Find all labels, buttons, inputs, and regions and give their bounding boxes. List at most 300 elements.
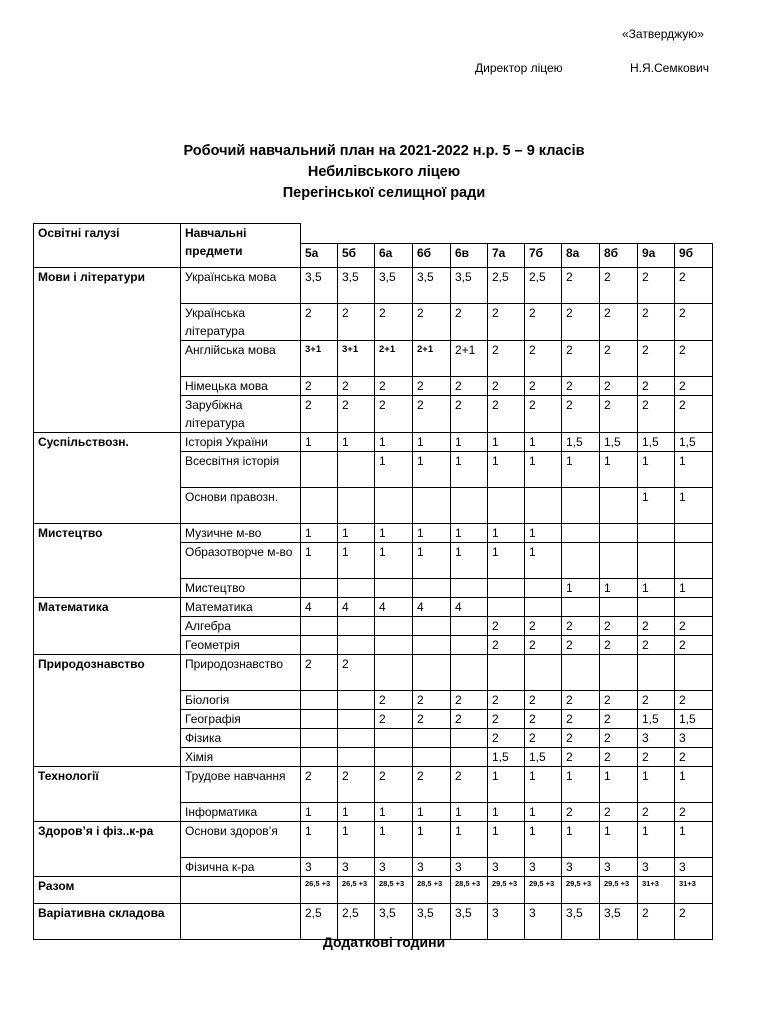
curriculum-table xyxy=(33,223,713,940)
hours-cell: 2 xyxy=(675,396,713,433)
hours-cell xyxy=(600,655,638,691)
hours-cell: 2 xyxy=(338,304,375,341)
hours-cell: 1 xyxy=(413,452,451,488)
additional-hours-heading: Додаткові години xyxy=(322,934,446,950)
hours-cell: 2 xyxy=(451,767,488,803)
subject-name: Українська мова xyxy=(181,268,301,304)
subject-area: Суспільствозн. xyxy=(34,433,181,524)
table-row xyxy=(34,433,713,452)
hours-cell: 2,5 xyxy=(301,904,338,940)
hours-cell: 1 xyxy=(375,803,413,822)
hours-cell: 1 xyxy=(600,579,638,598)
hours-cell: 3,5 xyxy=(375,904,413,940)
hours-cell: 3 xyxy=(675,858,713,877)
subject-name: Українська література xyxy=(181,304,301,341)
hours-cell: 2 xyxy=(638,341,675,377)
subject-area: Мови і літератури xyxy=(34,268,181,433)
hours-cell: 2 xyxy=(638,396,675,433)
hours-cell: 3,5 xyxy=(451,268,488,304)
hours-cell: 1 xyxy=(338,803,375,822)
hours-cell: 4 xyxy=(451,598,488,617)
subject-name: Образотворче м-во xyxy=(181,543,301,579)
hours-cell: 2 xyxy=(451,396,488,433)
hours-cell: 1 xyxy=(638,452,675,488)
hours-cell: 2 xyxy=(488,729,525,748)
hours-cell: 2 xyxy=(413,396,451,433)
hours-cell: 2 xyxy=(675,748,713,767)
hours-cell: 3,5 xyxy=(600,904,638,940)
hours-cell: 2 xyxy=(638,748,675,767)
hours-cell: 2 xyxy=(675,636,713,655)
hours-cell: 2 xyxy=(562,304,600,341)
hours-cell: 29,5 +3 xyxy=(562,877,600,904)
hours-cell: 1 xyxy=(413,524,451,543)
subject-area: Природознавство xyxy=(34,655,181,767)
subject-area: Варіативна складова xyxy=(34,904,181,940)
hours-cell: 1 xyxy=(675,488,713,524)
hours-cell xyxy=(375,729,413,748)
hours-cell xyxy=(638,655,675,691)
hours-cell: 4 xyxy=(413,598,451,617)
hours-cell: 3 xyxy=(525,904,562,940)
class-header: 9а xyxy=(638,244,675,268)
hours-cell: 2 xyxy=(488,377,525,396)
class-header: 6б xyxy=(413,244,451,268)
hours-cell: 1,5 xyxy=(675,433,713,452)
table-row xyxy=(34,655,713,691)
hours-cell: 1 xyxy=(375,822,413,858)
hours-cell: 2 xyxy=(638,304,675,341)
subject-name: Інформатика xyxy=(181,803,301,822)
table-row xyxy=(34,268,713,304)
hours-cell xyxy=(675,598,713,617)
hours-cell: 2 xyxy=(638,803,675,822)
director-title: Директор ліцею xyxy=(475,61,563,75)
hours-cell xyxy=(525,488,562,524)
class-header: 8б xyxy=(600,244,638,268)
hours-cell: 2 xyxy=(600,803,638,822)
hours-cell: 2 xyxy=(375,691,413,710)
hours-cell: 2 xyxy=(675,617,713,636)
hours-cell: 2 xyxy=(600,729,638,748)
subject-area: Мистецтво xyxy=(34,524,181,598)
header-spacer xyxy=(301,224,713,244)
hours-cell: 2 xyxy=(562,748,600,767)
hours-cell: 2 xyxy=(338,767,375,803)
hours-cell xyxy=(338,748,375,767)
hours-cell xyxy=(338,710,375,729)
hours-cell: 1 xyxy=(375,543,413,579)
hours-cell: 1,5 xyxy=(638,710,675,729)
subject-name: Мистецтво xyxy=(181,579,301,598)
hours-cell xyxy=(600,488,638,524)
class-header: 6в xyxy=(451,244,488,268)
subject-name: Музичне м-во xyxy=(181,524,301,543)
subject-name: Природознавство xyxy=(181,655,301,691)
hours-cell: 2 xyxy=(600,396,638,433)
hours-cell: 2 xyxy=(413,710,451,729)
hours-cell: 2 xyxy=(600,304,638,341)
hours-cell: 2 xyxy=(488,617,525,636)
hours-cell: 2 xyxy=(375,396,413,433)
hours-cell xyxy=(413,636,451,655)
hours-cell: 2 xyxy=(301,655,338,691)
hours-cell: 2 xyxy=(488,636,525,655)
hours-cell: 26,5 +3 xyxy=(338,877,375,904)
hours-cell: 1 xyxy=(600,822,638,858)
hours-cell: 2 xyxy=(600,341,638,377)
hours-cell: 2 xyxy=(525,377,562,396)
table-row xyxy=(34,822,713,858)
hours-cell: 3 xyxy=(525,858,562,877)
hours-cell: 1 xyxy=(375,524,413,543)
hours-cell: 1 xyxy=(301,433,338,452)
hours-cell xyxy=(675,655,713,691)
hours-cell: 1 xyxy=(675,767,713,803)
hours-cell: 2 xyxy=(338,655,375,691)
hours-cell: 2 xyxy=(375,710,413,729)
hours-cell: 3 xyxy=(638,729,675,748)
hours-cell xyxy=(413,748,451,767)
hours-cell: 31+3 xyxy=(675,877,713,904)
hours-cell xyxy=(338,579,375,598)
hours-cell: 2 xyxy=(525,396,562,433)
hours-cell: 2 xyxy=(375,767,413,803)
hours-cell: 3 xyxy=(488,858,525,877)
hours-cell xyxy=(600,598,638,617)
hours-cell: 1 xyxy=(638,767,675,803)
hours-cell: 2 xyxy=(451,710,488,729)
hours-cell: 2 xyxy=(638,691,675,710)
hours-cell: 29,5 +3 xyxy=(525,877,562,904)
hours-cell: 31+3 xyxy=(638,877,675,904)
hours-cell: 2 xyxy=(301,377,338,396)
subject-name: Всесвітня історія xyxy=(181,452,301,488)
hours-cell xyxy=(638,524,675,543)
hours-cell: 2 xyxy=(525,691,562,710)
hours-cell: 3,5 xyxy=(301,268,338,304)
hours-cell: 1 xyxy=(638,488,675,524)
hours-cell xyxy=(338,488,375,524)
hours-cell: 3,5 xyxy=(413,268,451,304)
subject-area: Математика xyxy=(34,598,181,655)
subject-name: Алгебра xyxy=(181,617,301,636)
hours-cell: 3 xyxy=(638,858,675,877)
subject-name: Трудове навчання xyxy=(181,767,301,803)
hours-cell: 1 xyxy=(675,452,713,488)
hours-cell: 2 xyxy=(600,710,638,729)
hours-cell xyxy=(413,729,451,748)
hours-cell: 2 xyxy=(675,268,713,304)
hours-cell: 1 xyxy=(338,433,375,452)
title-line-1: Робочий навчальний план на 2021-2022 н.р. 5 – 9 класів xyxy=(183,143,585,159)
hours-cell xyxy=(488,488,525,524)
hours-cell: 1 xyxy=(301,803,338,822)
hours-cell: 2 xyxy=(675,341,713,377)
hours-cell: 1 xyxy=(451,433,488,452)
hours-cell xyxy=(488,579,525,598)
class-header: 5а xyxy=(301,244,338,268)
hours-cell xyxy=(451,636,488,655)
subject-name: Основи правозн. xyxy=(181,488,301,524)
hours-cell xyxy=(413,579,451,598)
hours-cell xyxy=(488,598,525,617)
hours-cell: 1 xyxy=(488,452,525,488)
hours-cell: 3,5 xyxy=(375,268,413,304)
hours-cell: 2 xyxy=(562,341,600,377)
hours-cell xyxy=(413,488,451,524)
hours-cell: 2 xyxy=(413,377,451,396)
hours-cell xyxy=(301,452,338,488)
hours-cell: 1 xyxy=(413,433,451,452)
hours-cell: 2 xyxy=(562,710,600,729)
hours-cell xyxy=(375,579,413,598)
hours-cell: 29,5 +3 xyxy=(600,877,638,904)
hours-cell: 2 xyxy=(600,636,638,655)
hours-cell: 1 xyxy=(525,433,562,452)
hours-cell xyxy=(375,748,413,767)
hours-cell: 2 xyxy=(675,803,713,822)
hours-cell: 3 xyxy=(301,858,338,877)
class-header: 7б xyxy=(525,244,562,268)
hours-cell: 1 xyxy=(562,767,600,803)
hours-cell xyxy=(338,691,375,710)
subject-name: Фізика xyxy=(181,729,301,748)
hours-cell: 1 xyxy=(451,803,488,822)
subject-name: Історія України xyxy=(181,433,301,452)
hours-cell: 3+1 xyxy=(338,341,375,377)
subject-name: Біологія xyxy=(181,691,301,710)
hours-cell: 2 xyxy=(488,396,525,433)
hours-cell: 1 xyxy=(338,543,375,579)
hours-cell: 2,5 xyxy=(338,904,375,940)
hours-cell: 2 xyxy=(375,304,413,341)
hours-cell xyxy=(638,543,675,579)
hours-cell xyxy=(413,617,451,636)
hours-cell xyxy=(413,655,451,691)
hours-cell: 2+1 xyxy=(451,341,488,377)
hours-cell: 2 xyxy=(413,691,451,710)
hours-cell: 2 xyxy=(600,377,638,396)
hours-cell xyxy=(451,617,488,636)
hours-cell xyxy=(638,598,675,617)
hours-cell xyxy=(338,636,375,655)
hours-cell: 3,5 xyxy=(562,904,600,940)
hours-cell xyxy=(562,543,600,579)
hours-cell xyxy=(562,524,600,543)
hours-cell: 3,5 xyxy=(451,904,488,940)
hours-cell: 1 xyxy=(451,524,488,543)
hours-cell: 28,5 +3 xyxy=(375,877,413,904)
hours-cell: 1 xyxy=(488,543,525,579)
hours-cell: 1 xyxy=(451,452,488,488)
subject-area: Технології xyxy=(34,767,181,822)
hours-cell xyxy=(525,579,562,598)
hours-cell: 1 xyxy=(525,822,562,858)
hours-cell xyxy=(600,524,638,543)
hours-cell: 26,5 +3 xyxy=(301,877,338,904)
hours-cell: 2 xyxy=(600,691,638,710)
hours-cell xyxy=(301,488,338,524)
table-row xyxy=(34,767,713,803)
class-header: 5б xyxy=(338,244,375,268)
hours-cell xyxy=(675,524,713,543)
hours-cell: 2 xyxy=(525,710,562,729)
hours-cell: 2 xyxy=(638,904,675,940)
hours-cell: 2 xyxy=(562,636,600,655)
document-title xyxy=(0,141,768,204)
hours-cell xyxy=(488,655,525,691)
hours-cell: 1 xyxy=(525,767,562,803)
hours-cell xyxy=(375,488,413,524)
hours-cell: 1 xyxy=(375,452,413,488)
hours-cell: 2 xyxy=(451,304,488,341)
subject-area: Здоров’я і фіз..к-ра xyxy=(34,822,181,877)
hours-cell xyxy=(525,598,562,617)
approval-label: «Затверджую» xyxy=(622,27,704,41)
hours-cell: 1 xyxy=(488,767,525,803)
hours-cell xyxy=(675,543,713,579)
table-row xyxy=(34,877,713,904)
hours-cell: 2 xyxy=(562,268,600,304)
hours-cell: 3 xyxy=(488,904,525,940)
hours-cell: 2 xyxy=(562,729,600,748)
hours-cell xyxy=(525,655,562,691)
hours-cell: 1 xyxy=(301,543,338,579)
hours-cell: 28,5 +3 xyxy=(451,877,488,904)
hours-cell xyxy=(375,617,413,636)
subject-name: Основи здоров’я xyxy=(181,822,301,858)
hours-cell: 1 xyxy=(413,822,451,858)
hours-cell: 1 xyxy=(375,433,413,452)
hours-cell: 2 xyxy=(525,636,562,655)
hours-cell: 2 xyxy=(638,617,675,636)
hours-cell: 2 xyxy=(488,341,525,377)
hours-cell: 2 xyxy=(301,396,338,433)
hours-cell: 2 xyxy=(488,691,525,710)
class-header: 6а xyxy=(375,244,413,268)
hours-cell: 1 xyxy=(301,524,338,543)
hours-cell: 1,5 xyxy=(600,433,638,452)
hours-cell: 28,5 +3 xyxy=(413,877,451,904)
hours-cell: 2,5 xyxy=(488,268,525,304)
hours-cell: 2 xyxy=(675,304,713,341)
hours-cell: 2 xyxy=(675,691,713,710)
hours-cell xyxy=(451,748,488,767)
hours-cell xyxy=(451,655,488,691)
hours-cell: 3,5 xyxy=(413,904,451,940)
hours-cell: 2 xyxy=(675,377,713,396)
hours-cell: 2 xyxy=(525,617,562,636)
hours-cell xyxy=(338,617,375,636)
hours-cell: 1 xyxy=(638,579,675,598)
hours-cell xyxy=(562,598,600,617)
hours-cell: 1 xyxy=(600,452,638,488)
hours-cell: 3 xyxy=(338,858,375,877)
title-line-3: Перегінської селищної ради xyxy=(282,185,486,201)
hours-cell: 3 xyxy=(562,858,600,877)
hours-cell: 2 xyxy=(451,691,488,710)
class-header: 7а xyxy=(488,244,525,268)
hours-cell: 4 xyxy=(301,598,338,617)
hours-cell: 1 xyxy=(638,822,675,858)
subject-name: Зарубіжна література xyxy=(181,396,301,433)
hours-cell: 3 xyxy=(600,858,638,877)
hours-cell: 1 xyxy=(451,543,488,579)
hours-cell: 4 xyxy=(375,598,413,617)
subject-name xyxy=(181,877,301,904)
hours-cell xyxy=(451,729,488,748)
subject-name: Фізична к-ра xyxy=(181,858,301,877)
hours-cell: 2 xyxy=(338,396,375,433)
class-header: 8а xyxy=(562,244,600,268)
hours-cell: 2 xyxy=(375,377,413,396)
hours-cell: 2 xyxy=(562,691,600,710)
hours-cell: 1 xyxy=(413,543,451,579)
hours-cell: 1 xyxy=(562,822,600,858)
hours-cell: 2,5 xyxy=(525,268,562,304)
hours-cell: 2 xyxy=(413,767,451,803)
hours-cell: 2 xyxy=(525,304,562,341)
table-row xyxy=(34,598,713,617)
hours-cell: 3+1 xyxy=(301,341,338,377)
hours-cell: 2 xyxy=(413,304,451,341)
hours-cell xyxy=(375,636,413,655)
hours-cell: 1 xyxy=(675,822,713,858)
subject-name: Географія xyxy=(181,710,301,729)
hours-cell: 1 xyxy=(301,822,338,858)
hours-cell: 1 xyxy=(413,803,451,822)
hours-cell: 2 xyxy=(675,904,713,940)
hours-cell: 2 xyxy=(488,710,525,729)
hours-cell xyxy=(600,543,638,579)
hours-cell: 1 xyxy=(525,543,562,579)
hours-cell: 2 xyxy=(562,803,600,822)
hours-cell: 2 xyxy=(488,304,525,341)
hours-cell: 2 xyxy=(562,396,600,433)
hours-cell: 3 xyxy=(451,858,488,877)
hours-cell: 4 xyxy=(338,598,375,617)
hours-cell: 3 xyxy=(675,729,713,748)
hours-cell xyxy=(562,655,600,691)
class-header: 9б xyxy=(675,244,713,268)
hours-cell: 1,5 xyxy=(488,748,525,767)
hours-cell: 2 xyxy=(562,617,600,636)
hours-cell xyxy=(562,488,600,524)
hours-cell: 1 xyxy=(488,822,525,858)
hours-cell: 1 xyxy=(562,579,600,598)
hours-cell: 3,5 xyxy=(338,268,375,304)
subject-name: Математика xyxy=(181,598,301,617)
table-row xyxy=(34,524,713,543)
hours-cell xyxy=(301,710,338,729)
hours-cell: 2 xyxy=(600,617,638,636)
hours-cell xyxy=(301,617,338,636)
subject-name: Німецька мова xyxy=(181,377,301,396)
hours-cell: 2 xyxy=(338,377,375,396)
hours-cell: 1 xyxy=(488,433,525,452)
hours-cell: 2+1 xyxy=(413,341,451,377)
hours-cell: 1 xyxy=(525,524,562,543)
hours-cell: 2 xyxy=(600,268,638,304)
hours-cell: 1 xyxy=(488,803,525,822)
hours-cell xyxy=(301,748,338,767)
subject-name: Геометрія xyxy=(181,636,301,655)
hours-cell xyxy=(301,636,338,655)
hours-cell: 2+1 xyxy=(375,341,413,377)
hours-cell: 3 xyxy=(375,858,413,877)
hours-cell: 2 xyxy=(451,377,488,396)
